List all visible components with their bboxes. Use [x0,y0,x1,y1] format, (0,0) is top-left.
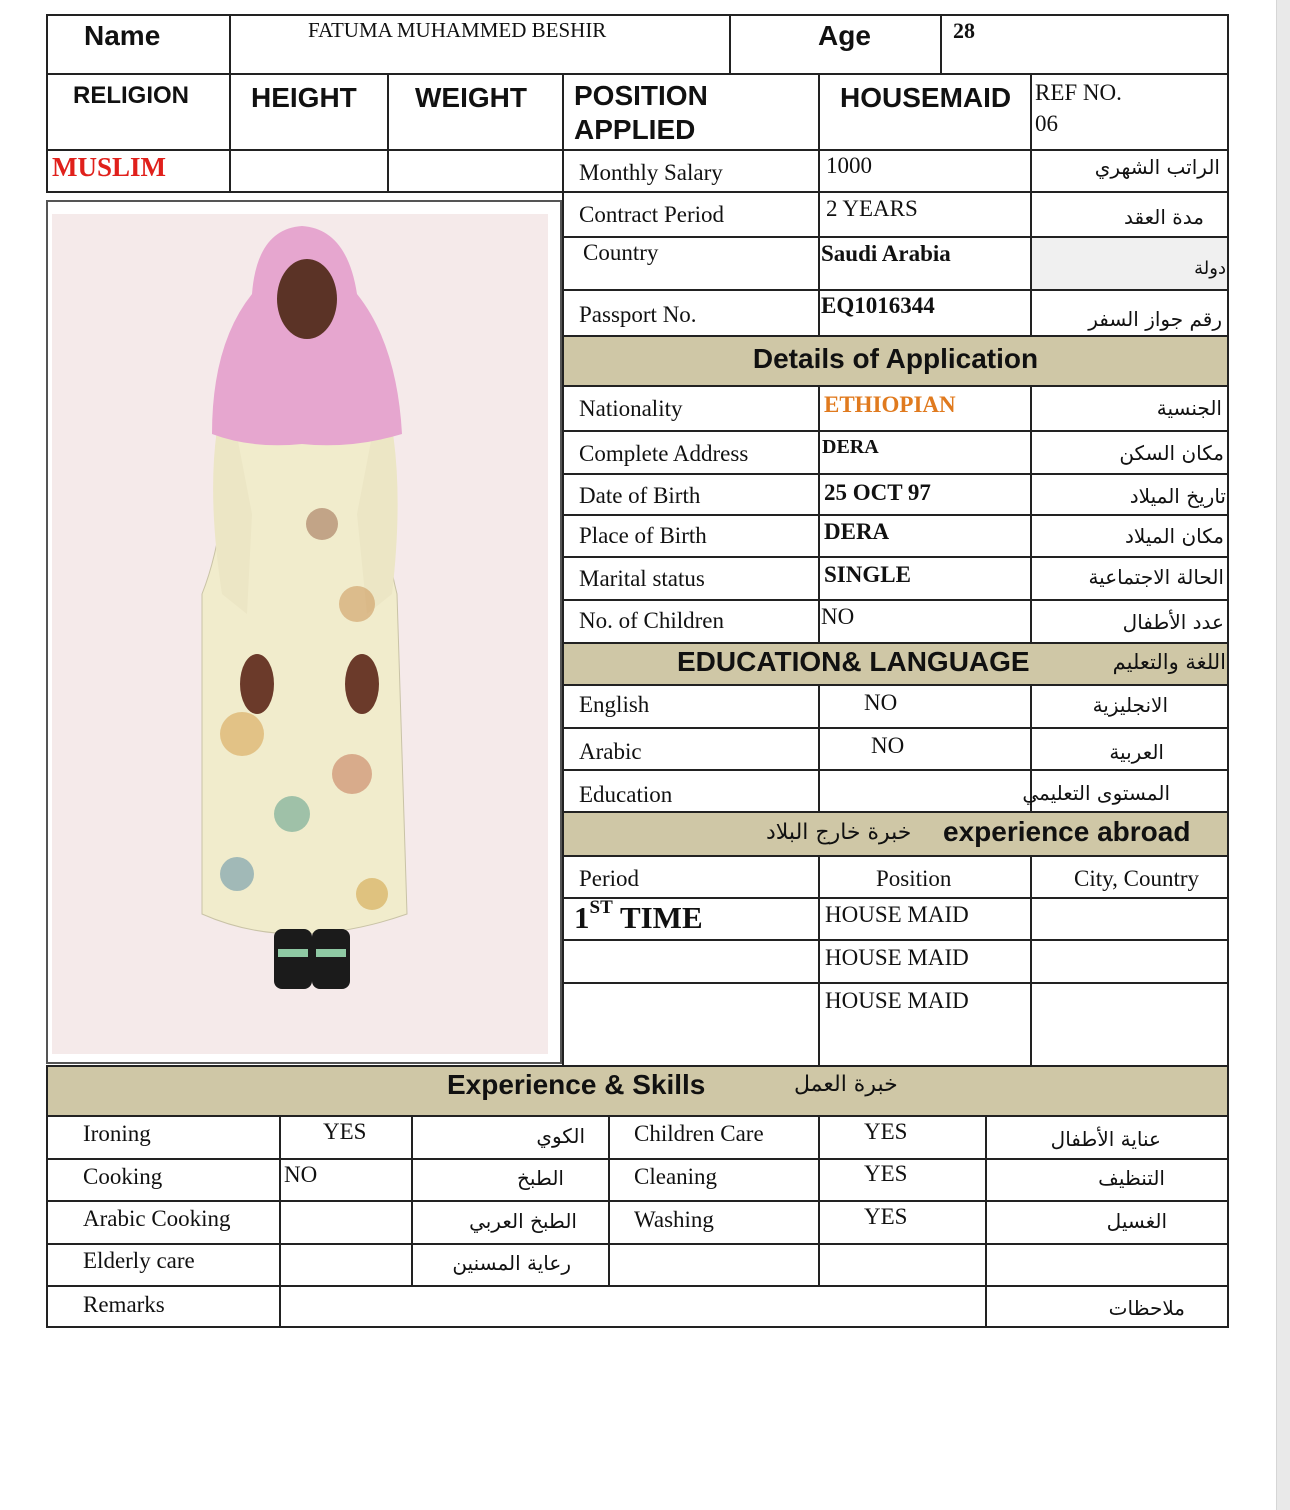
pob-arabic: مكان الميلاد [1125,524,1224,548]
children-label: No. of Children [579,608,725,633]
ref-value: 06 [1035,111,1058,136]
address-arabic: مكان السكن [1119,441,1224,465]
arabic-arabic: العربية [1109,740,1164,764]
col-city-country: City, Country [1074,866,1200,891]
passport-arabic: رقم جواز السفر [1088,307,1222,331]
skill-elderly-label: Elderly care [83,1248,195,1273]
monthly-salary-arabic: الراتب الشهري [1094,155,1220,179]
religion-label: RELIGION [73,82,190,109]
education-arabic: المستوى التعليمي [1022,781,1170,805]
nationality-arabic: الجنسية [1156,396,1222,420]
abroad-position-2: HOUSE MAID [825,945,969,970]
marital-arabic: الحالة الاجتماعية [1088,565,1224,589]
remarks-arabic: ملاحظات [1108,1296,1185,1320]
ref-label: REF NO. [1035,80,1122,105]
period-first-time [574,897,703,936]
skill-washing-label: Washing [634,1207,714,1232]
marital-value: SINGLE [824,562,911,587]
application-title: Details of Application [752,343,1039,374]
children-arabic: عدد الأطفال [1122,610,1224,634]
position-label-line1: POSITION [574,80,708,111]
education-title-arabic: اللغة والتعليم [1112,650,1226,674]
english-value: NO [864,690,898,715]
skill-cleaning-value: YES [864,1161,908,1186]
period-number: 1 [574,900,590,935]
dob-value: 25 OCT 97 [824,480,931,505]
pob-label: Place of Birth [579,523,707,548]
name-label: Name [84,20,161,51]
children-value: NO [821,604,855,629]
monthly-salary-label: Monthly Salary [579,160,723,185]
skill-children-care-arabic: عناية الأطفال [1050,1127,1161,1151]
page-edge [1276,0,1290,1510]
abroad-title-arabic: خبرة خارج البلاد [766,820,912,845]
skill-cooking-value: NO [284,1162,318,1187]
col-position: Position [876,866,952,891]
english-arabic: الانجليزية [1092,693,1168,717]
monthly-salary-value: 1000 [826,153,872,178]
skill-washing-arabic: الغسيل [1106,1209,1167,1233]
dob-label: Date of Birth [579,483,701,508]
arabic-value: NO [871,733,905,758]
abroad-position-3: HOUSE MAID [825,988,969,1013]
country-arabic: دولة [1194,258,1226,279]
address-label: Complete Address [579,441,749,466]
dob-arabic: تاريخ الميلاد [1129,484,1226,508]
education-label: Education [579,782,673,807]
col-period: Period [579,866,640,891]
age-label: Age [818,20,871,51]
abroad-position-1: HOUSE MAID [825,902,969,927]
skill-cooking-arabic: الطبخ [516,1166,564,1190]
skill-ironing-value: YES [323,1119,367,1144]
country-label: Country [583,240,659,265]
skill-ironing-label: Ironing [83,1121,151,1146]
applicant-photo [52,214,548,1054]
address-value: DERA [822,436,879,458]
religion-value: MUSLIM [52,152,166,182]
period-rest: TIME [612,900,703,935]
period-suffix: ST [589,897,613,918]
skill-arabic-cooking-label: Arabic Cooking [83,1206,231,1231]
skill-arabic-cooking-arabic: الطبخ العربي [469,1209,577,1233]
contract-period-value: 2 YEARS [826,196,918,221]
name-value: FATUMA MUHAMMED BESHIR [308,18,607,42]
height-label: HEIGHT [251,82,357,113]
skill-ironing-arabic: الكوي [536,1124,585,1148]
marital-label: Marital status [579,566,705,591]
passport-value: EQ1016344 [821,293,935,318]
skill-washing-value: YES [864,1204,908,1229]
pob-value: DERA [824,519,890,544]
position-value: HOUSEMAID [840,82,1012,113]
skill-children-care-label: Children Care [634,1121,764,1146]
skill-cleaning-label: Cleaning [634,1164,718,1189]
skills-title: Experience & Skills [447,1069,706,1100]
nationality-value: ETHIOPIAN [824,392,956,417]
age-value: 28 [953,18,975,43]
nationality-label: Nationality [579,396,683,421]
weight-label: WEIGHT [415,82,527,113]
remarks-label: Remarks [83,1292,165,1317]
skill-children-care-value: YES [864,1119,908,1144]
position-label-line2: APPLIED [574,114,696,145]
skill-cleaning-arabic: التنظيف [1098,1166,1165,1190]
contract-period-label: Contract Period [579,202,724,227]
contract-period-arabic: مدة العقد [1124,205,1204,229]
arabic-label: Arabic [579,739,642,764]
passport-label: Passport No. [579,302,697,327]
education-title: EDUCATION& LANGUAGE [677,646,1030,677]
skill-elderly-arabic: رعاية المسنين [452,1251,571,1275]
abroad-title: experience abroad [943,816,1191,847]
country-value: Saudi Arabia [821,241,951,266]
english-label: English [579,692,650,717]
skill-cooking-label: Cooking [83,1164,163,1189]
skills-title-arabic: خبرة العمل [794,1072,898,1097]
